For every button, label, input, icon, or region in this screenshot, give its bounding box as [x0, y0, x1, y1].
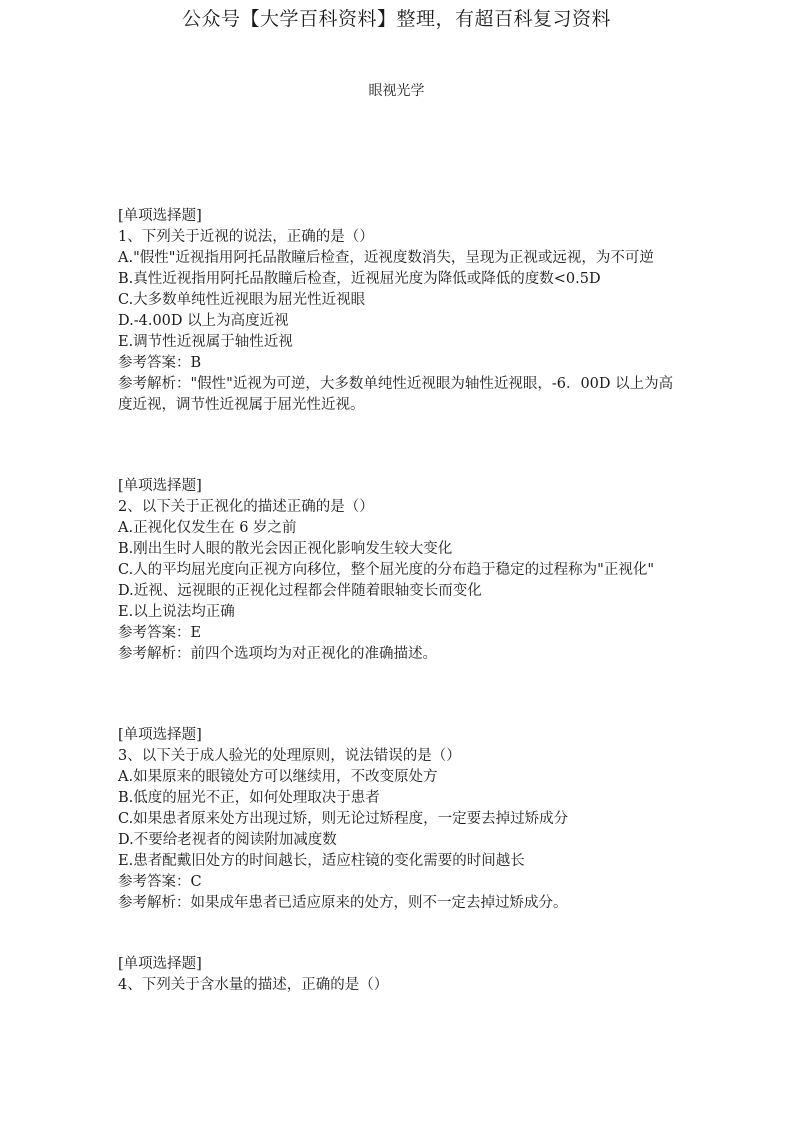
- question-block: [118, 954, 678, 996]
- option-a: A.正视化仅发生在 6 岁之前: [118, 520, 297, 536]
- document-title: 眼视光学: [368, 83, 425, 99]
- option-c: C.大多数单纯性近视眼为屈光性近视眼: [118, 292, 366, 308]
- option-b: B.刚出生时人眼的散光会因正视化影响发生较大变化: [118, 541, 453, 557]
- reference-answer: 参考答案：E: [118, 625, 202, 641]
- question-type-label: [单项选择题]: [118, 727, 202, 743]
- option-d: D.近视、远视眼的正视化过程都会伴随着眼轴变长而变化: [118, 583, 482, 599]
- question-block: [118, 206, 678, 416]
- option-d: D.-4.00D 以上为高度近视: [118, 313, 289, 329]
- reference-analysis: 参考解析："假性"近视为可逆，大多数单纯性近视眼为轴性近视眼，-6．00D 以上为高度近视，调节性近视属于屈光性近视。: [118, 376, 674, 413]
- question-block: [118, 476, 678, 665]
- reference-answer: 参考答案：B: [118, 355, 202, 371]
- option-a: A."假性"近视指用阿托品散瞳后检查，近视度数消失，呈现为正视或远视，为不可逆: [118, 250, 654, 266]
- option-c: C.人的平均屈光度向正视方向移位，整个屈光度的分布趋于稳定的过程称为"正视化": [118, 562, 655, 578]
- question-type-label: [单项选择题]: [118, 956, 202, 972]
- option-e: E.患者配戴旧处方的时间越长，适应柱镜的变化需要的时间越长: [118, 853, 525, 869]
- option-e: E.调节性近视属于轴性近视: [118, 334, 293, 350]
- option-b: B.真性近视指用阿托品散瞳后检查，近视屈光度为降低或降低的度数<0.5D: [118, 271, 601, 287]
- option-c: C.如果患者原来处方出现过矫，则无论过矫程度，一定要去掉过矫成分: [118, 811, 569, 827]
- question-stem: 2、以下关于正视化的描述正确的是（）: [118, 499, 374, 515]
- question-type-label: [单项选择题]: [118, 208, 202, 224]
- question-stem: 3、以下关于成人验光的处理原则，说法错误的是（）: [118, 748, 461, 764]
- reference-analysis: 参考解析：前四个选项均为对正视化的准确描述。: [118, 646, 437, 662]
- question-stem: 1、下列关于近视的说法，正确的是（）: [118, 229, 374, 245]
- option-e: E.以上说法均正确: [118, 604, 235, 620]
- reference-analysis: 参考解析：如果成年患者已适应原来的处方，则不一定去掉过矫成分。: [118, 895, 568, 911]
- question-type-label: [单项选择题]: [118, 478, 202, 494]
- option-a: A.如果原来的眼镜处方可以继续用，不改变原处方: [118, 769, 438, 785]
- question-block: [118, 725, 678, 914]
- option-b: B.低度的屈光不正，如何处理取决于患者: [118, 790, 380, 806]
- option-d: D.不要给老视者的阅读附加减度数: [118, 832, 337, 848]
- reference-answer: 参考答案：C: [118, 874, 202, 890]
- question-stem: 4、下列关于含水量的描述，正确的是（）: [118, 977, 389, 993]
- page-header-banner: 公众号【大学百科资料】整理，有超百科复习资料: [181, 8, 611, 30]
